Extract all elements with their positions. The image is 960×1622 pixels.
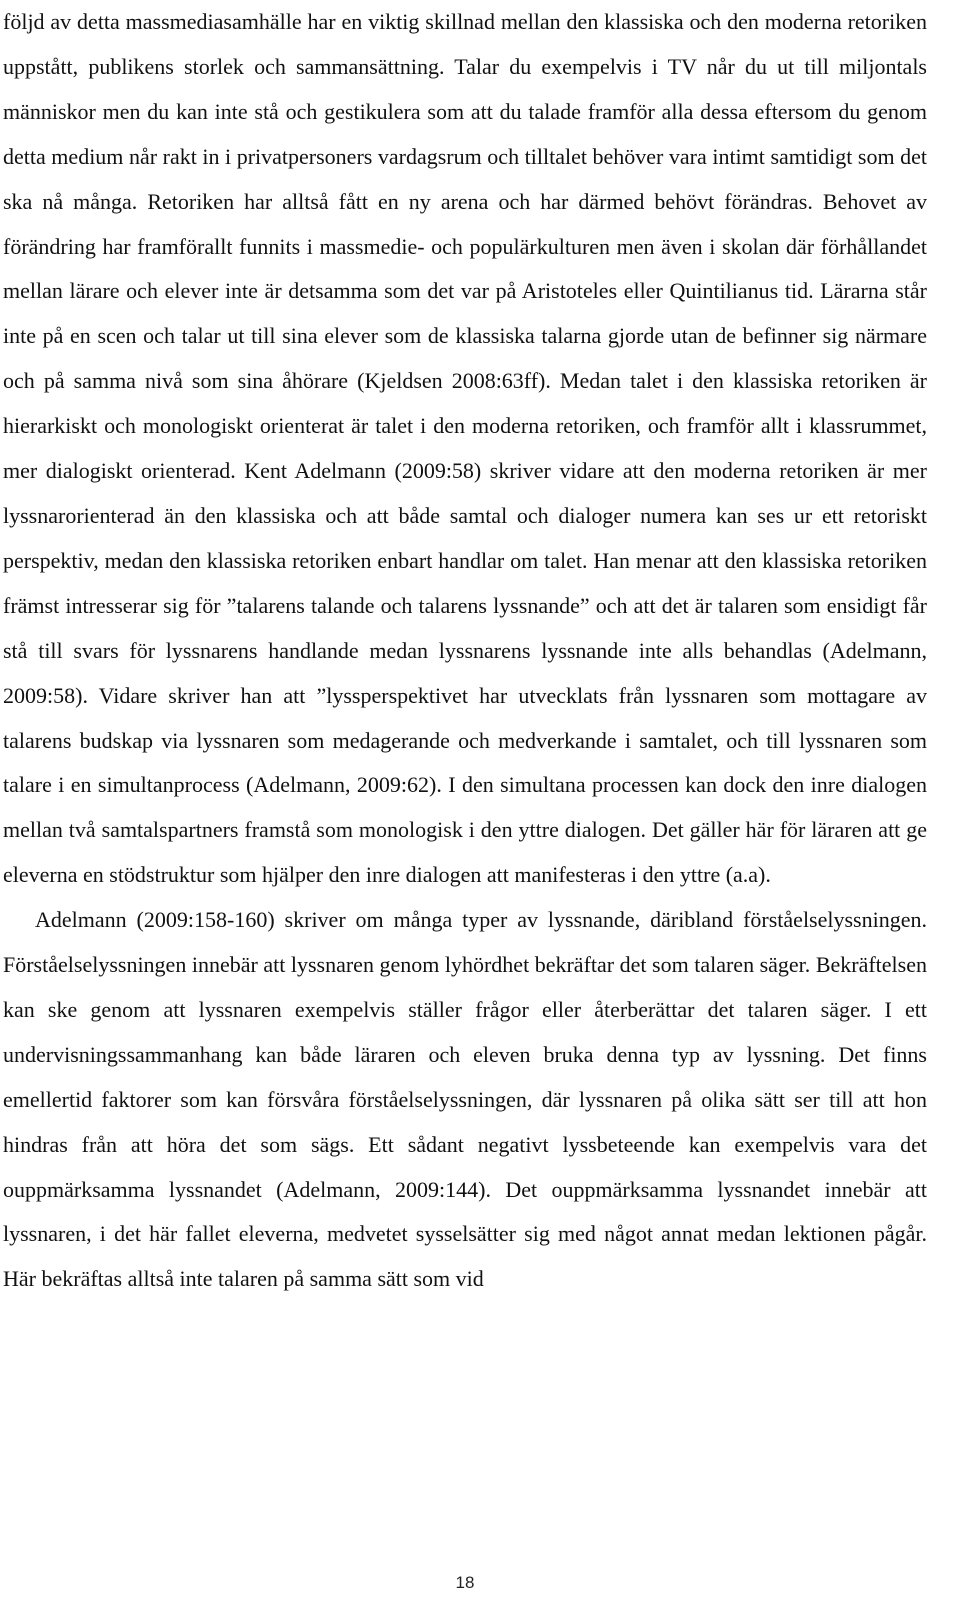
paragraph-2: Adelmann (2009:158-160) skriver om många typer av lyssnande, däribland förståelselyssningen. Förståelselyssningen innebär att lyssnaren genom lyhördhet bekräftar det som talaren säger. Bekräftelsen kan ske genom att lyssnaren exempelvis ställer frågor eller återberättar det talaren säger. I ett undervisningssammanhang kan både läraren och eleven bruka denna typ av lyssning. Det finns emellertid faktorer som kan försvåra förståelselyssningen, där lyssnaren på olika sätt ser till att hon hindras från att höra det som sägs. Ett sådant negativt lyssbeteende kan exempelvis vara det ouppmärksamma lyssnandet (Adelmann, 2009:144). Det ouppmärksamma lyssnandet innebär att lyssnaren, i det här fallet eleverna, medvetet sysselsätter sig med något annat medan lektionen pågår. Här bekräftas alltså inte talaren på samma sätt som vid xyxy=(3,907,927,1292)
page-number: 18 xyxy=(455,1573,475,1592)
body-text xyxy=(3,0,927,1302)
paragraph-1: följd av detta massmediasamhälle har en viktig skillnad mellan den klassiska och den moderna retoriken uppstått, publikens storlek och sammansättning. Talar du exempelvis i TV når du ut till miljontals människor men du kan inte stå och gestikulera som att du talade framför alla dessa eftersom du genom detta medium når rakt in i privatpersoners vardagsrum och tilltalet behöver vara intimt samtidigt som det ska nå många. Retoriken har alltså fått en ny arena och har därmed behövt förändras. Behovet av förändring har framförallt funnits i massmedie- och populärkulturen men även i skolan där förhållandet mellan lärare och elever inte är detsamma som det var på Aristoteles eller Quintilianus tid. Lärarna står inte på en scen och talar ut till sina elever som de klassiska talarna gjorde utan de befinner sig närmare och på samma nivå som sina åhörare (Kjeldsen 2008:63ff). Medan talet i den klassiska retoriken är hierarkiskt och monologiskt orienterat är talet i den moderna retoriken, och framför allt i klassrummet, mer dialogiskt orienterad. Kent Adelmann (2009:58) skriver vidare att den moderna retoriken är mer lyssnarorienterad än den klassiska och att både samtal och dialoger numera kan ses ur ett retoriskt perspektiv, medan den klassiska retoriken enbart handlar om talet. Han menar att den klassiska retoriken främst intresserar sig för ”talarens talande och talarens lyssnande” och att det är talaren som ensidigt får stå till svars för lyssnarens handlande medan lyssnarens lyssnande inte alls behandlas (Adelmann, 2009:58). Vidare skriver han att ”lyssperspektivet har utvecklats från lyssnaren som mottagare av talarens budskap via lyssnaren som medagerande och medverkande i samtalet, och till lyssnaren som talare i en simultanprocess (Adelmann, 2009:62). I den simultana processen kan dock den inre dialogen mellan två samtalspartners framstå som monologisk i den yttre dialogen. Det gäller här för läraren att ge eleverna en stödstruktur som hjälper den inre dialogen att manifesteras i den yttre (a.a). xyxy=(3,9,927,888)
